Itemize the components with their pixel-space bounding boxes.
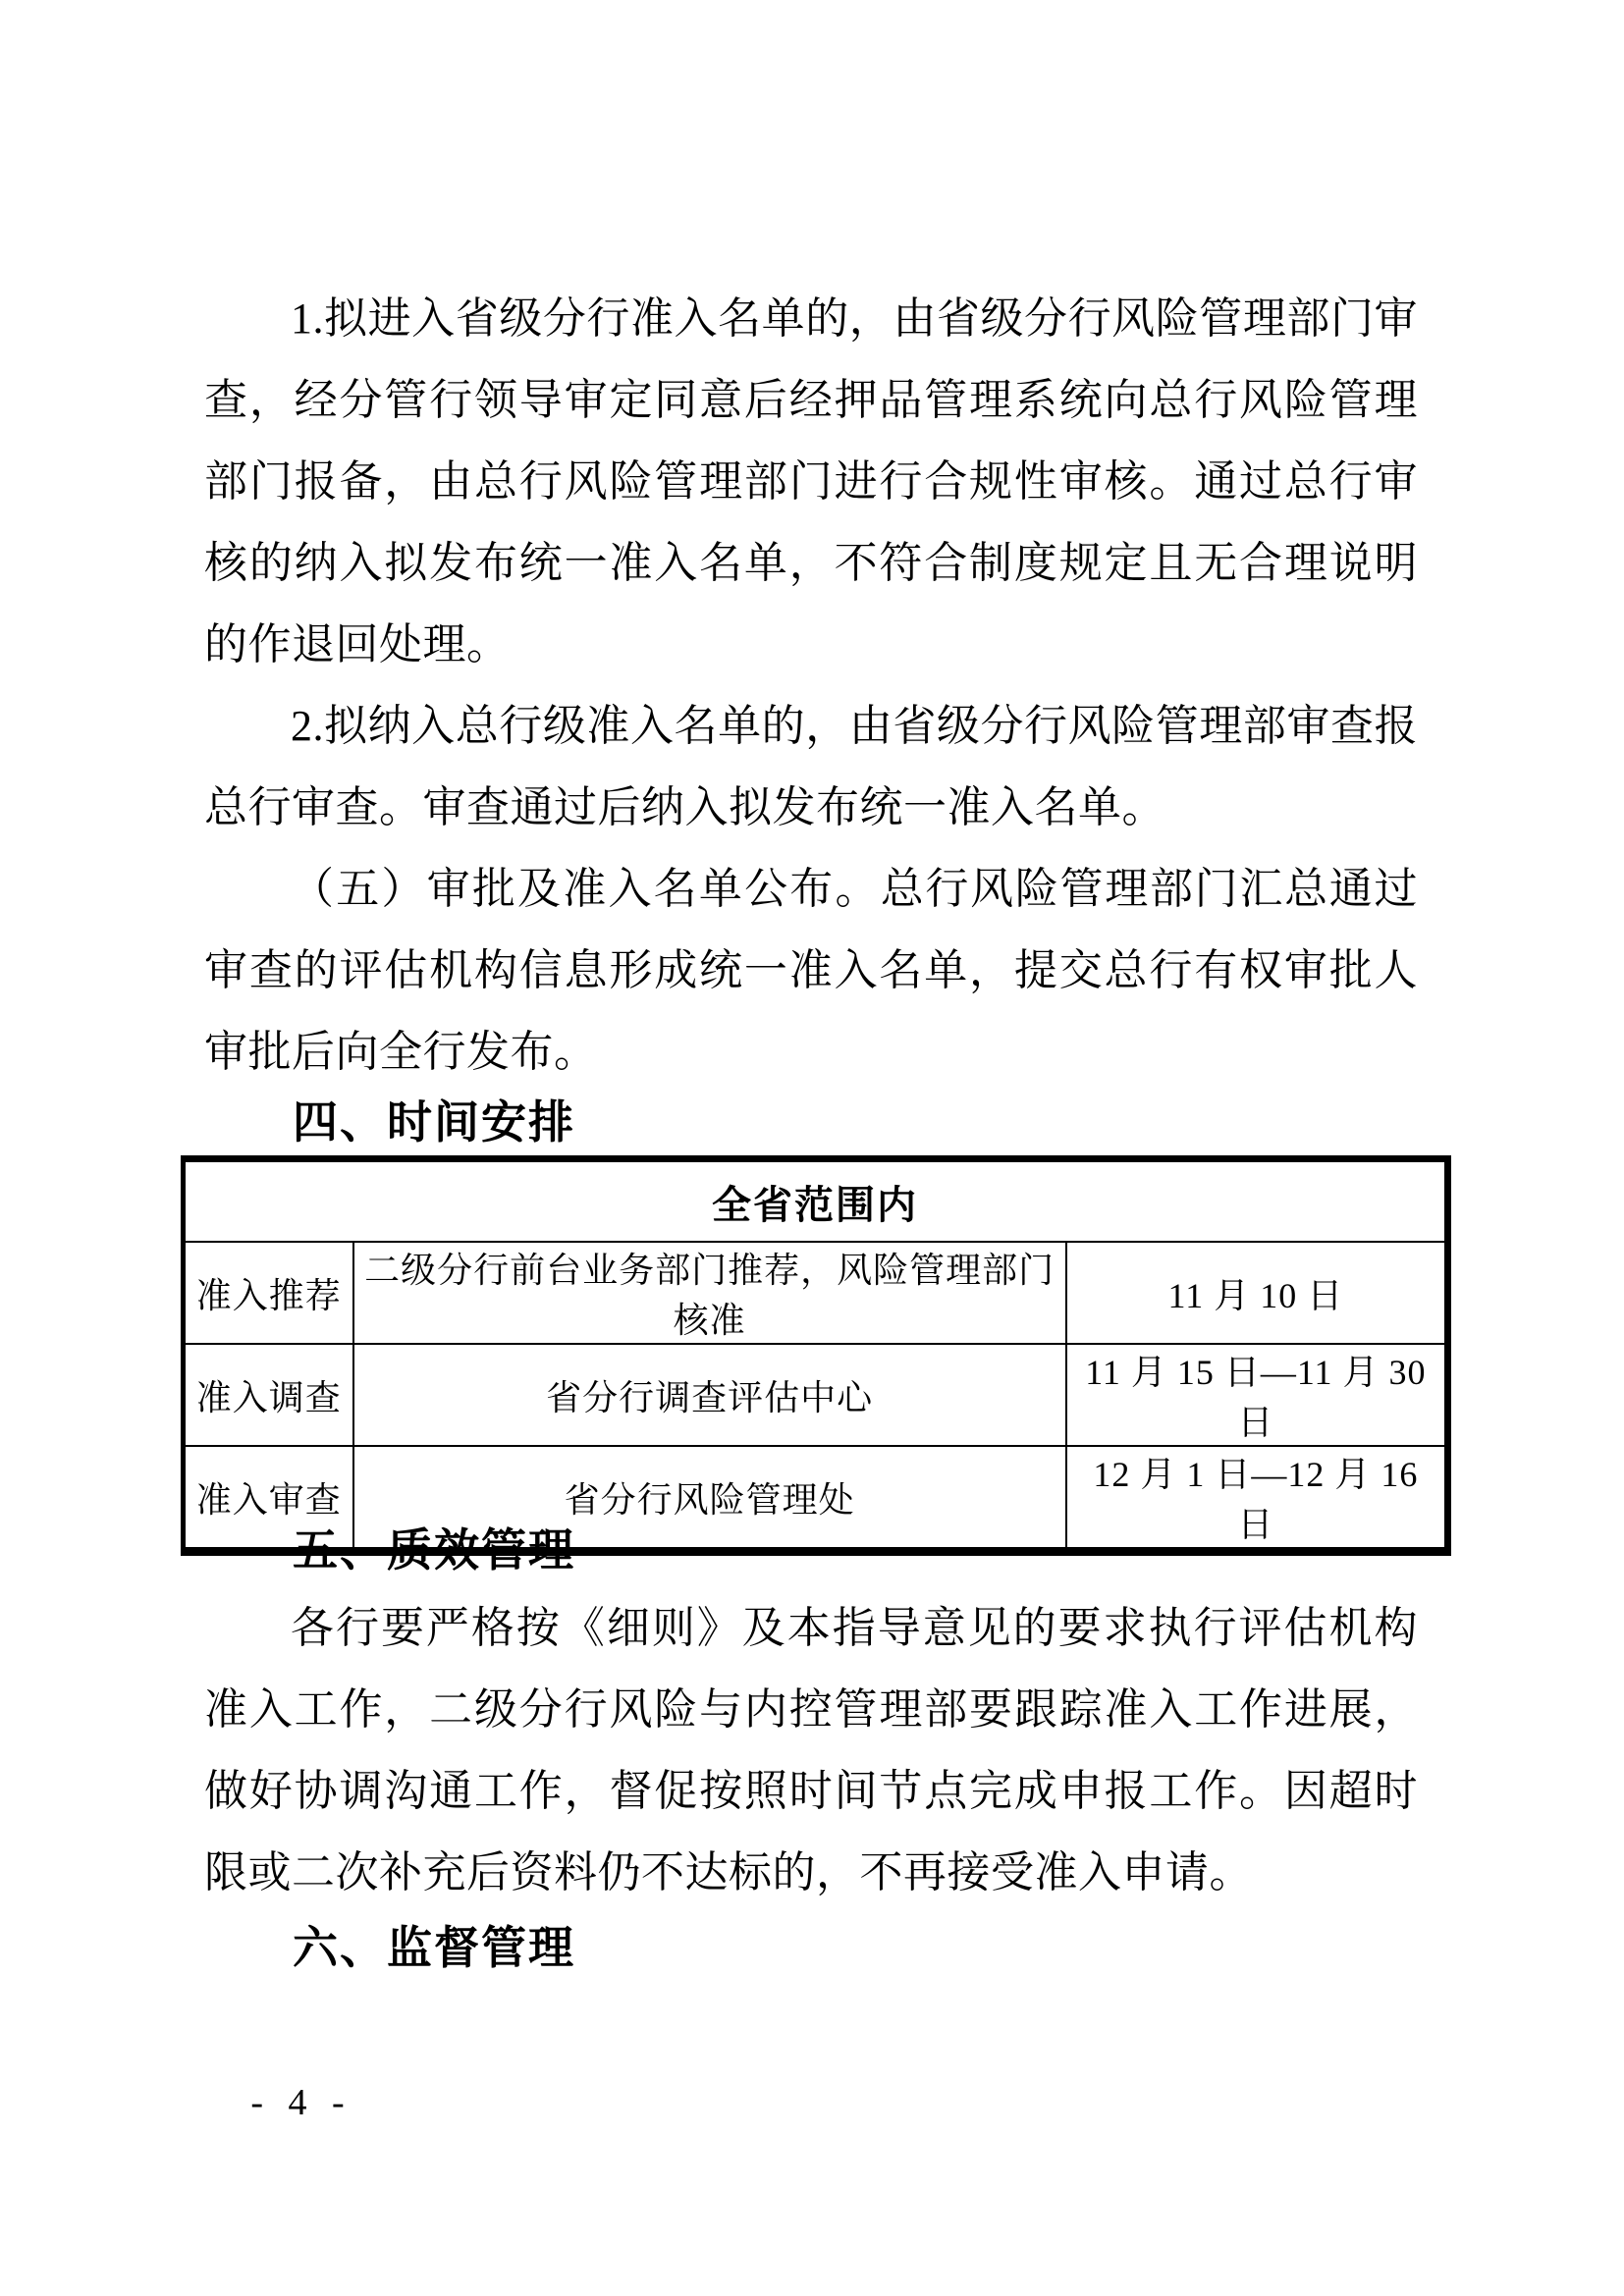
body-text-block <box>204 278 1418 1093</box>
paragraph-quality-management: 各行要严格按《细则》及本指导意见的要求执行评估机构准入工作，二级分行风险与内控管理部要跟踪准入工作进展，做好协调沟通工作，督促按照时间节点完成申报工作。因超时限或二次补充后资料仍不达标的，不再接受准入申请。 <box>204 1604 1418 1896</box>
table-header-row <box>185 1161 1445 1242</box>
paragraph-item-2: 2.拟纳入总行级准入名单的，由省级分行风险管理部审查报总行审查。审查通过后纳入拟发布统一准入名单。 <box>204 702 1418 831</box>
table-row <box>185 1344 1445 1446</box>
date-cell: 12 月 1 日—12 月 16 日 <box>1066 1446 1445 1548</box>
paragraph-lead-body: 总行风险管理部门汇总通过审查的评估机构信息形成统一准入名单，提交总行有权审批人审批后向全行发布。 <box>204 865 1419 1076</box>
page-number: - 4 - <box>250 2082 352 2123</box>
paragraph-lead-label: （五）审批及准入名单公布。 <box>291 865 881 913</box>
executor-cell: 省分行风险管理处 <box>353 1446 1066 1548</box>
paragraph-item-1: 1.拟进入省级分行准入名单的，由省级分行风险管理部门审查，经分管行领导审定同意后经押品管理系统向总行风险管理部门报备，由总行风险管理部门进行合规性审核。通过总行审核的纳入拟发布统一准入名单，不符合制度规定且无合理说明的作退回处理。 <box>204 294 1418 668</box>
stage-cell: 准入审查 <box>185 1446 353 1548</box>
schedule-table <box>181 1155 1451 1556</box>
table-header-cell: 全省范围内 <box>185 1161 1445 1242</box>
stage-cell: 准入推荐 <box>185 1242 353 1344</box>
date-cell: 11 月 10 日 <box>1066 1242 1445 1344</box>
section-heading-schedule: 四、时间安排 <box>293 1096 575 1148</box>
executor-cell: 二级分行前台业务部门推荐，风险管理部门核准 <box>353 1242 1066 1344</box>
section-heading-quality: 五、质效管理 <box>293 1524 575 1575</box>
executor-cell: 省分行调查评估中心 <box>353 1344 1066 1446</box>
date-cell: 11 月 15 日—11 月 30 日 <box>1066 1344 1445 1446</box>
body-text-block-2 <box>204 1587 1418 1913</box>
stage-cell: 准入调查 <box>185 1344 353 1446</box>
paragraph-item-5-approval <box>204 848 1418 1093</box>
table-row <box>185 1242 1445 1344</box>
section-heading-supervision: 六、监督管理 <box>293 1922 575 1973</box>
